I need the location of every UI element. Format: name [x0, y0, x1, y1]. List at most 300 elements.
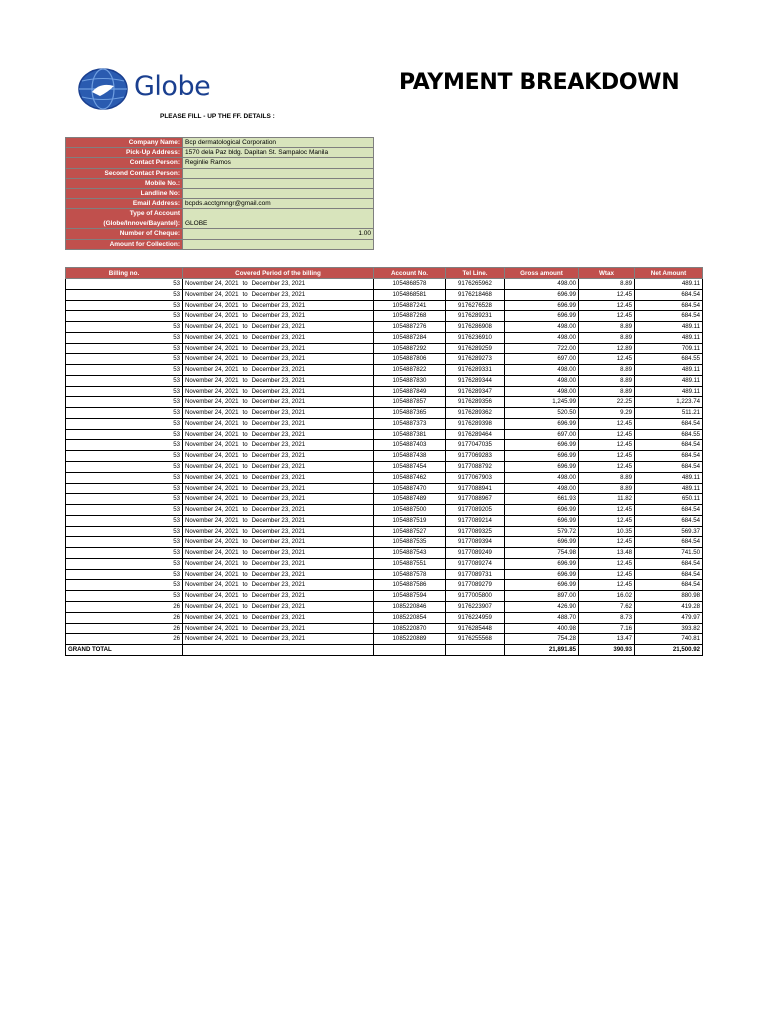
tel-line-cell: 9176289331 — [446, 365, 505, 376]
form-row — [66, 209, 374, 229]
net-amount-cell: 1,223.74 — [635, 397, 703, 408]
period-to-word: to — [242, 366, 248, 374]
table-row — [66, 354, 703, 365]
wtax-cell: 12.45 — [579, 311, 635, 322]
tel-line-cell: 9176223907 — [446, 601, 505, 612]
period-to-word: to — [242, 430, 248, 438]
col-header-gross: Gross amount — [505, 268, 579, 279]
net-amount-cell: 489.11 — [635, 483, 703, 494]
account-no-cell: 1054887830 — [374, 375, 446, 386]
instruction-text: PLEASE FILL - UP THE FF. DETAILS : — [160, 113, 275, 120]
form-value[interactable] — [183, 239, 374, 249]
net-amount-cell: 684.54 — [635, 289, 703, 300]
period-to: December 23, 2021 — [251, 409, 306, 417]
net-amount-cell: 684.55 — [635, 429, 703, 440]
form-row — [66, 148, 374, 158]
wtax-cell: 8.89 — [579, 483, 635, 494]
period-from: November 24, 2021 — [185, 441, 239, 449]
tel-line-cell: 9176285448 — [446, 623, 505, 634]
period-cell — [183, 397, 374, 408]
tel-line-cell: 9177089214 — [446, 515, 505, 526]
gross-amount-cell: 697.00 — [505, 429, 579, 440]
period-cell — [183, 580, 374, 591]
tel-line-cell: 9177047035 — [446, 440, 505, 451]
period-cell — [183, 537, 374, 548]
col-header-wtax: Wtax — [579, 268, 635, 279]
period-to: December 23, 2021 — [251, 635, 306, 643]
form-label — [66, 209, 183, 229]
period-to: December 23, 2021 — [251, 452, 306, 460]
period-to-word: to — [242, 409, 248, 417]
gross-amount-cell: 498.00 — [505, 279, 579, 290]
billing-no-cell: 53 — [66, 462, 183, 473]
col-header-account: Account No. — [374, 268, 446, 279]
period-from: November 24, 2021 — [185, 473, 239, 481]
net-amount-cell: 489.11 — [635, 386, 703, 397]
period-to-word: to — [242, 463, 248, 471]
period-to: December 23, 2021 — [251, 387, 306, 395]
account-no-cell: 1054887373 — [374, 418, 446, 429]
period-cell — [183, 591, 374, 602]
period-from: November 24, 2021 — [185, 559, 239, 567]
period-from: November 24, 2021 — [185, 581, 239, 589]
wtax-cell: 8.89 — [579, 472, 635, 483]
wtax-cell: 16.02 — [579, 591, 635, 602]
period-from: November 24, 2021 — [185, 398, 239, 406]
form-value[interactable]: Reginlie Ramos — [183, 158, 374, 168]
table-row — [66, 558, 703, 569]
table-row — [66, 494, 703, 505]
net-amount-cell: 741.50 — [635, 548, 703, 559]
period-cell — [183, 601, 374, 612]
period-to: December 23, 2021 — [251, 506, 306, 514]
period-to: December 23, 2021 — [251, 344, 306, 352]
account-no-cell: 1054887551 — [374, 558, 446, 569]
period-to-word: to — [242, 527, 248, 535]
net-amount-cell: 489.11 — [635, 322, 703, 333]
table-row — [66, 300, 703, 311]
tel-line-cell: 9176265962 — [446, 279, 505, 290]
tel-line-cell: 9176224959 — [446, 612, 505, 623]
tel-line-cell: 9176289398 — [446, 418, 505, 429]
gross-amount-cell: 400.98 — [505, 623, 579, 634]
col-header-billing-no: Billing no. — [66, 268, 183, 279]
billing-no-cell: 53 — [66, 365, 183, 376]
wtax-cell: 8.89 — [579, 322, 635, 333]
net-amount-cell: 684.54 — [635, 311, 703, 322]
gross-amount-cell: 696.99 — [505, 300, 579, 311]
tel-line-cell: 9177089394 — [446, 537, 505, 548]
wtax-cell: 12.45 — [579, 418, 635, 429]
form-row — [66, 138, 374, 148]
wtax-cell: 12.45 — [579, 569, 635, 580]
tel-line-cell: 9176276528 — [446, 300, 505, 311]
billing-no-cell: 53 — [66, 354, 183, 365]
period-to-word: to — [242, 570, 248, 578]
wtax-cell: 12.45 — [579, 429, 635, 440]
gross-amount-cell: 696.99 — [505, 537, 579, 548]
form-label: Landline No: — [66, 189, 183, 199]
period-cell — [183, 494, 374, 505]
form-value[interactable]: 1.00 — [183, 229, 374, 239]
period-from: November 24, 2021 — [185, 495, 239, 503]
period-to-word: to — [242, 592, 248, 600]
account-no-cell: 1054887500 — [374, 505, 446, 516]
net-amount-cell: 650.11 — [635, 494, 703, 505]
form-label: Pick-Up Address: — [66, 148, 183, 158]
net-amount-cell: 684.54 — [635, 580, 703, 591]
table-row — [66, 343, 703, 354]
period-to-word: to — [242, 323, 248, 331]
billing-no-cell: 53 — [66, 558, 183, 569]
tel-line-cell: 9177089249 — [446, 548, 505, 559]
net-amount-cell: 489.11 — [635, 279, 703, 290]
form-value[interactable]: Bcp dermatological Corporation — [183, 138, 374, 148]
billing-no-cell: 53 — [66, 311, 183, 322]
table-row — [66, 472, 703, 483]
gross-amount-cell: 1,245.99 — [505, 397, 579, 408]
period-to-word: to — [242, 635, 248, 643]
gross-amount-cell: 696.99 — [505, 311, 579, 322]
gross-amount-cell: 579.72 — [505, 526, 579, 537]
period-from: November 24, 2021 — [185, 484, 239, 492]
net-amount-cell: 479.97 — [635, 612, 703, 623]
period-to-word: to — [242, 516, 248, 524]
billing-no-cell: 53 — [66, 289, 183, 300]
table-row — [66, 440, 703, 451]
period-to: December 23, 2021 — [251, 323, 306, 331]
empty-cell — [446, 645, 505, 656]
account-no-cell: 1054887284 — [374, 332, 446, 343]
period-to-word: to — [242, 538, 248, 546]
net-amount-cell: 684.54 — [635, 558, 703, 569]
wtax-cell: 8.89 — [579, 386, 635, 397]
gross-amount-cell: 754.98 — [505, 548, 579, 559]
account-no-cell: 1054887857 — [374, 397, 446, 408]
tel-line-cell: 9176286908 — [446, 322, 505, 333]
form-value[interactable] — [183, 178, 374, 188]
period-cell — [183, 515, 374, 526]
form-label: Email Address: — [66, 199, 183, 209]
period-cell — [183, 558, 374, 569]
form-label-line: Type of Account — [129, 210, 180, 218]
account-no-cell: 1054887292 — [374, 343, 446, 354]
period-to-word: to — [242, 312, 248, 320]
period-to: December 23, 2021 — [251, 559, 306, 567]
billing-no-cell: 53 — [66, 343, 183, 354]
tel-line-cell: 9177069283 — [446, 451, 505, 462]
form-label-line: (Globe/Innove/Bayantel): — [103, 219, 180, 227]
gross-amount-cell: 498.00 — [505, 322, 579, 333]
period-to: December 23, 2021 — [251, 538, 306, 546]
table-row — [66, 623, 703, 634]
table-row — [66, 601, 703, 612]
gross-amount-cell: 498.00 — [505, 332, 579, 343]
wtax-cell: 7.16 — [579, 623, 635, 634]
tel-line-cell: 9176289273 — [446, 354, 505, 365]
wtax-cell: 12.45 — [579, 289, 635, 300]
period-cell — [183, 418, 374, 429]
gross-amount-cell: 696.99 — [505, 515, 579, 526]
table-row — [66, 515, 703, 526]
period-from: November 24, 2021 — [185, 452, 239, 460]
period-to: December 23, 2021 — [251, 624, 306, 632]
period-cell — [183, 472, 374, 483]
period-to-word: to — [242, 495, 248, 503]
gross-amount-cell: 696.99 — [505, 505, 579, 516]
period-cell — [183, 408, 374, 419]
tel-line-cell: 9176289356 — [446, 397, 505, 408]
net-amount-cell: 880.98 — [635, 591, 703, 602]
period-cell — [183, 462, 374, 473]
table-row — [66, 505, 703, 516]
form-label: Second Contact Person: — [66, 168, 183, 178]
gross-amount-cell: 696.99 — [505, 451, 579, 462]
period-to-word: to — [242, 473, 248, 481]
account-no-cell: 1085220870 — [374, 623, 446, 634]
period-to: December 23, 2021 — [251, 592, 306, 600]
net-amount-cell: 709.11 — [635, 343, 703, 354]
period-to-word: to — [242, 559, 248, 567]
table-row — [66, 365, 703, 376]
billing-no-cell: 53 — [66, 386, 183, 397]
account-no-cell: 1054887535 — [374, 537, 446, 548]
gross-amount-cell: 696.99 — [505, 289, 579, 300]
wtax-cell: 22.25 — [579, 397, 635, 408]
net-amount-cell: 489.11 — [635, 365, 703, 376]
form-label: Number of Cheque: — [66, 229, 183, 239]
account-no-cell: 1054887438 — [374, 451, 446, 462]
col-header-net: Net Amount — [635, 268, 703, 279]
period-to: December 23, 2021 — [251, 398, 306, 406]
table-row — [66, 375, 703, 386]
period-cell — [183, 300, 374, 311]
form-label: Mobile No.: — [66, 178, 183, 188]
period-to: December 23, 2021 — [251, 355, 306, 363]
billing-no-cell: 26 — [66, 612, 183, 623]
gross-amount-cell: 426.90 — [505, 601, 579, 612]
net-amount-cell: 489.11 — [635, 332, 703, 343]
period-from: November 24, 2021 — [185, 613, 239, 621]
period-to: December 23, 2021 — [251, 581, 306, 589]
gross-amount-cell: 488.70 — [505, 612, 579, 623]
gross-amount-cell: 722.00 — [505, 343, 579, 354]
period-cell — [183, 322, 374, 333]
account-no-cell: 1085220854 — [374, 612, 446, 623]
tel-line-cell: 9177088941 — [446, 483, 505, 494]
gross-amount-cell: 697.00 — [505, 354, 579, 365]
tel-line-cell: 9177088792 — [446, 462, 505, 473]
billing-no-cell: 53 — [66, 580, 183, 591]
gross-amount-cell: 498.00 — [505, 365, 579, 376]
form-row — [66, 178, 374, 188]
grand-total-row — [66, 645, 703, 656]
billing-no-cell: 26 — [66, 623, 183, 634]
grand-total-label: GRAND TOTAL — [66, 645, 183, 656]
table-row — [66, 612, 703, 623]
wtax-cell: 11.82 — [579, 494, 635, 505]
billing-no-cell: 53 — [66, 451, 183, 462]
period-from: November 24, 2021 — [185, 592, 239, 600]
period-cell — [183, 375, 374, 386]
table-row — [66, 397, 703, 408]
billing-no-cell: 53 — [66, 332, 183, 343]
period-to: December 23, 2021 — [251, 290, 306, 298]
form-label: Contact Person: — [66, 158, 183, 168]
period-cell — [183, 483, 374, 494]
billing-no-cell: 53 — [66, 300, 183, 311]
table-row — [66, 462, 703, 473]
tel-line-cell: 9176236910 — [446, 332, 505, 343]
period-to: December 23, 2021 — [251, 473, 306, 481]
period-from: November 24, 2021 — [185, 301, 239, 309]
period-to: December 23, 2021 — [251, 312, 306, 320]
billing-no-cell: 53 — [66, 483, 183, 494]
period-to-word: to — [242, 387, 248, 395]
period-to-word: to — [242, 602, 248, 610]
tel-line-cell: 9177089325 — [446, 526, 505, 537]
wtax-cell: 12.45 — [579, 462, 635, 473]
empty-cell — [374, 645, 446, 656]
period-to-word: to — [242, 355, 248, 363]
form-row — [66, 189, 374, 199]
table-row — [66, 580, 703, 591]
period-from: November 24, 2021 — [185, 387, 239, 395]
col-header-period: Covered Period of the billing — [183, 268, 374, 279]
gross-amount-cell: 498.00 — [505, 472, 579, 483]
wtax-cell: 8.89 — [579, 332, 635, 343]
wtax-cell: 12.45 — [579, 440, 635, 451]
billing-no-cell: 53 — [66, 569, 183, 580]
billing-header-row — [66, 268, 703, 279]
period-from: November 24, 2021 — [185, 570, 239, 578]
period-cell — [183, 634, 374, 645]
gross-amount-cell: 754.28 — [505, 634, 579, 645]
gross-amount-cell: 661.93 — [505, 494, 579, 505]
net-amount-cell: 684.54 — [635, 537, 703, 548]
period-to-word: to — [242, 333, 248, 341]
period-from: November 24, 2021 — [185, 312, 239, 320]
table-row — [66, 386, 703, 397]
period-to-word: to — [242, 441, 248, 449]
net-amount-cell: 684.54 — [635, 440, 703, 451]
period-cell — [183, 289, 374, 300]
period-to-word: to — [242, 452, 248, 460]
table-row — [66, 483, 703, 494]
net-amount-cell: 393.82 — [635, 623, 703, 634]
net-amount-cell: 684.54 — [635, 418, 703, 429]
table-row — [66, 279, 703, 290]
tel-line-cell: 9177089205 — [446, 505, 505, 516]
period-from: November 24, 2021 — [185, 280, 239, 287]
period-from: November 24, 2021 — [185, 430, 239, 438]
form-value[interactable]: GLOBE — [183, 209, 374, 229]
period-from: November 24, 2021 — [185, 376, 239, 384]
gross-amount-cell: 498.00 — [505, 386, 579, 397]
account-no-cell: 1054887403 — [374, 440, 446, 451]
account-no-cell: 1054887241 — [374, 300, 446, 311]
billing-no-cell: 53 — [66, 505, 183, 516]
table-row — [66, 569, 703, 580]
period-cell — [183, 526, 374, 537]
account-no-cell: 1054887578 — [374, 569, 446, 580]
account-no-cell: 1054887454 — [374, 462, 446, 473]
account-no-cell: 1054887586 — [374, 580, 446, 591]
billing-no-cell: 26 — [66, 634, 183, 645]
form-value[interactable]: bcpds.acctgmngr@gmail.com — [183, 199, 374, 209]
billing-no-cell: 53 — [66, 591, 183, 602]
period-cell — [183, 343, 374, 354]
tel-line-cell: 9177089279 — [446, 580, 505, 591]
period-from: November 24, 2021 — [185, 290, 239, 298]
form-row — [66, 158, 374, 168]
billing-no-cell: 26 — [66, 601, 183, 612]
net-amount-cell: 511.21 — [635, 408, 703, 419]
account-no-cell: 1054868581 — [374, 289, 446, 300]
net-amount-cell: 684.54 — [635, 505, 703, 516]
billing-no-cell: 53 — [66, 429, 183, 440]
period-from: November 24, 2021 — [185, 333, 239, 341]
table-row — [66, 332, 703, 343]
period-from: November 24, 2021 — [185, 506, 239, 514]
wtax-cell: 8.89 — [579, 375, 635, 386]
wtax-cell: 12.45 — [579, 505, 635, 516]
account-no-cell: 1054887470 — [374, 483, 446, 494]
account-no-cell: 1054887276 — [374, 322, 446, 333]
period-cell — [183, 279, 374, 290]
wtax-cell: 8.73 — [579, 612, 635, 623]
period-cell — [183, 332, 374, 343]
account-no-cell: 1054887381 — [374, 429, 446, 440]
net-amount-cell: 489.11 — [635, 472, 703, 483]
logo-text: Globe — [134, 71, 211, 102]
period-cell — [183, 429, 374, 440]
form-value[interactable] — [183, 168, 374, 178]
period-from: November 24, 2021 — [185, 602, 239, 610]
gross-amount-cell: 520.50 — [505, 408, 579, 419]
tel-line-cell: 9176255568 — [446, 634, 505, 645]
period-to: December 23, 2021 — [251, 441, 306, 449]
wtax-cell: 7.62 — [579, 601, 635, 612]
col-header-tel: Tel Line. — [446, 268, 505, 279]
gross-amount-cell: 897.00 — [505, 591, 579, 602]
account-no-cell: 1054887527 — [374, 526, 446, 537]
period-to: December 23, 2021 — [251, 463, 306, 471]
billing-no-cell: 53 — [66, 408, 183, 419]
form-value[interactable] — [183, 189, 374, 199]
period-to-word: to — [242, 581, 248, 589]
tel-line-cell: 9176289231 — [446, 311, 505, 322]
gross-amount-cell: 696.99 — [505, 418, 579, 429]
period-cell — [183, 623, 374, 634]
wtax-cell: 12.45 — [579, 300, 635, 311]
period-cell — [183, 354, 374, 365]
net-amount-cell: 684.54 — [635, 515, 703, 526]
empty-cell — [183, 645, 374, 656]
billing-no-cell: 53 — [66, 472, 183, 483]
period-to-word: to — [242, 290, 248, 298]
tel-line-cell: 9176218468 — [446, 289, 505, 300]
net-amount-cell: 684.55 — [635, 354, 703, 365]
wtax-cell: 12.45 — [579, 558, 635, 569]
tel-line-cell: 9176289464 — [446, 429, 505, 440]
period-to: December 23, 2021 — [251, 280, 306, 287]
form-value[interactable]: 1570 dela Paz bldg. Dapitan St. Sampaloc Manila — [183, 148, 374, 158]
form-row — [66, 239, 374, 249]
billing-no-cell: 53 — [66, 440, 183, 451]
period-to-word: to — [242, 613, 248, 621]
period-to: December 23, 2021 — [251, 516, 306, 524]
